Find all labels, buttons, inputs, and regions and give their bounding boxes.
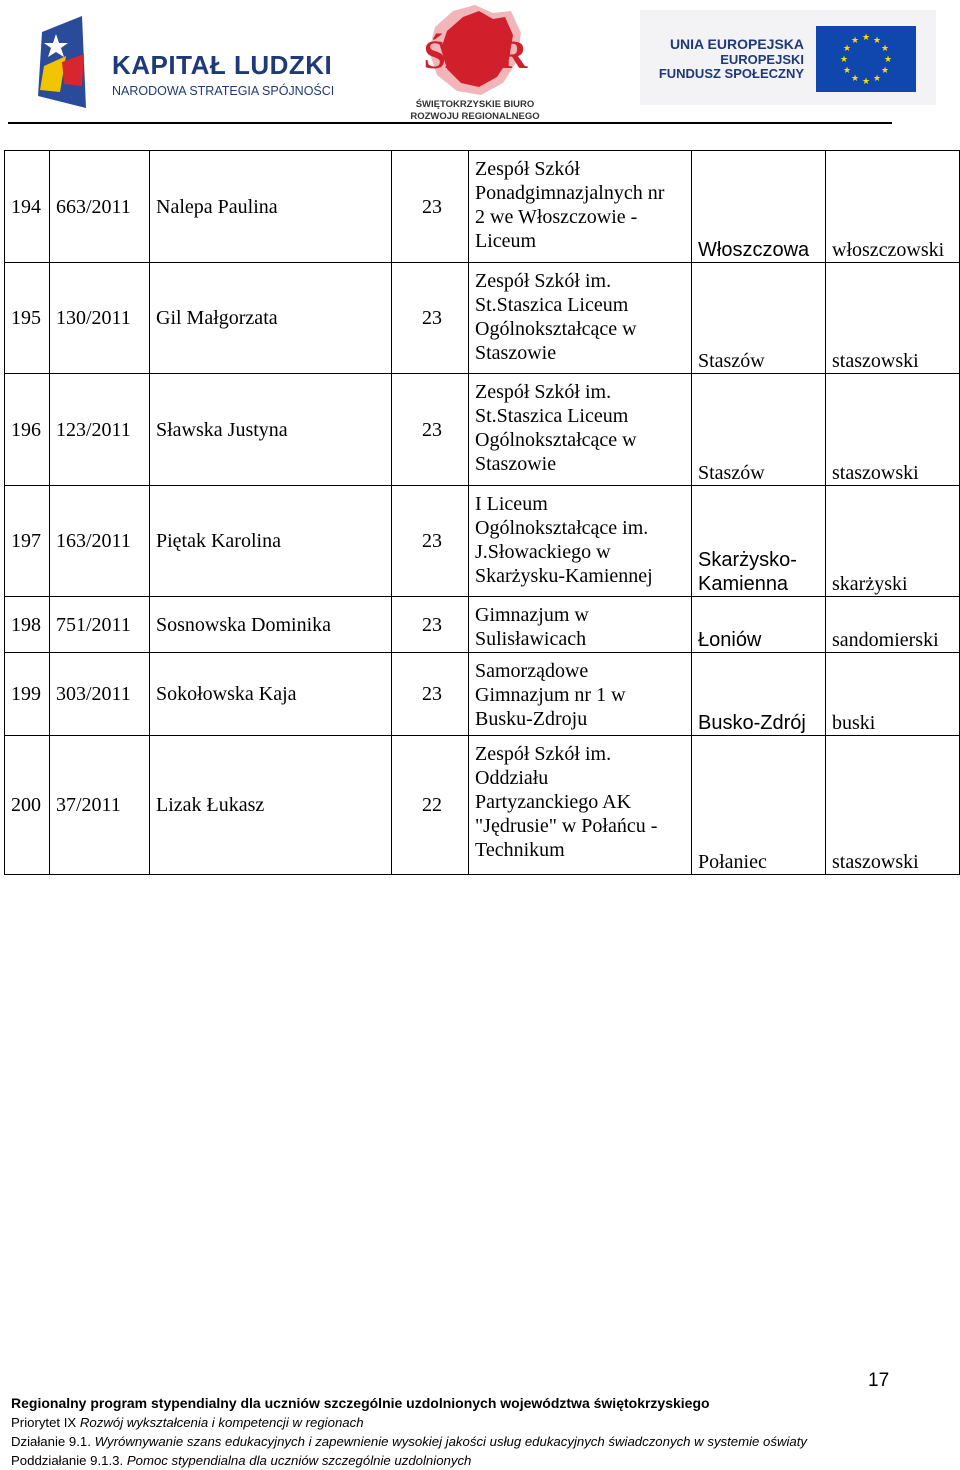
score: 23 [392, 263, 469, 374]
application-ref: 751/2011 [50, 597, 150, 653]
svg-text:★: ★ [842, 66, 852, 76]
sbrr-subtitle-2: ROZWOJU REGIONALNEGO [410, 111, 540, 122]
score: 22 [392, 736, 469, 875]
school-name [469, 653, 692, 736]
scholarship-table [4, 150, 960, 875]
application-ref: 37/2011 [50, 736, 150, 875]
county: buski [826, 653, 960, 736]
school-line: Gimnazjum w [475, 604, 589, 626]
city-line: Połaniec [698, 851, 767, 873]
eu-flag-icon [816, 26, 916, 92]
city-line: Łoniów [698, 629, 762, 651]
eu-line-3: FUNDUSZ SPOŁECZNY [658, 66, 804, 81]
city [692, 597, 826, 653]
svg-text:★: ★ [883, 55, 893, 65]
row-number: 196 [5, 374, 50, 486]
kapital-ludzki-subtitle: NARODOWA STRATEGIA SPÓJNOŚCI [112, 84, 335, 98]
county: staszowski [826, 374, 960, 486]
city-line: Busko-Zdrój [698, 712, 806, 734]
svg-text:★: ★ [839, 55, 849, 65]
page-header [0, 0, 960, 125]
student-name: Sosnowska Dominika [150, 597, 392, 653]
kapital-ludzki-logo [30, 12, 340, 112]
svg-text:★: ★ [880, 66, 890, 76]
table-row [5, 151, 960, 263]
svg-text:★: ★ [872, 36, 882, 46]
school-line: Skarżysku-Kamiennej [475, 565, 653, 587]
svg-text:★: ★ [872, 74, 882, 84]
svg-text:★: ★ [861, 33, 871, 43]
school-name [469, 151, 692, 263]
page-number: 17 [868, 1370, 890, 1391]
score: 23 [392, 151, 469, 263]
row-number: 199 [5, 653, 50, 736]
student-name: Sokołowska Kaja [150, 653, 392, 736]
row-number: 200 [5, 736, 50, 875]
svg-text:★: ★ [850, 74, 860, 84]
student-name: Sławska Justyna [150, 374, 392, 486]
city [692, 736, 826, 875]
footer-subaction-prefix: Poddziałanie 9.1.3. [11, 1453, 127, 1468]
school-line: Ogólnokształcące im. [475, 517, 649, 539]
school-line: Staszowie [475, 342, 557, 364]
student-name: Gil Małgorzata [150, 263, 392, 374]
city-line: Staszów [698, 462, 765, 484]
svg-text:★: ★ [842, 44, 852, 54]
school-line: I Liceum [475, 493, 548, 515]
table-row [5, 486, 960, 597]
school-line: Zespół Szkół [475, 158, 580, 180]
row-number: 194 [5, 151, 50, 263]
county: staszowski [826, 736, 960, 875]
table-row [5, 597, 960, 653]
county: włoszczowski [826, 151, 960, 263]
school-line: Zespół Szkół im. [475, 270, 612, 292]
school-line: Ogólnokształcące w [475, 429, 637, 451]
school-name [469, 736, 692, 875]
city [692, 151, 826, 263]
city [692, 653, 826, 736]
city-line: Staszów [698, 350, 765, 372]
eu-line-1: UNIA EUROPEJSKA [669, 36, 804, 52]
student-name: Piętak Karolina [150, 486, 392, 597]
footer-action-prefix: Działanie 9.1. [11, 1434, 95, 1449]
city [692, 486, 826, 597]
row-number: 197 [5, 486, 50, 597]
footer-priority [11, 1413, 807, 1432]
school-line: Samorządowe [475, 660, 589, 682]
footer-subaction-text: Pomoc stypendialna dla uczniów szczególnie uzdolnionych [126, 1453, 472, 1468]
svg-text:★: ★ [850, 36, 860, 46]
school-line: Partyzanckiego AK [475, 791, 632, 813]
sbrr-logo [405, 3, 545, 121]
footer-action-text: Wyrównywanie szans edukacyjnych i zapewnienie wysokiej jakości usług edukacyjnych świadczonych w systemie oświaty [94, 1434, 808, 1449]
footer-action [11, 1432, 807, 1451]
application-ref: 663/2011 [50, 151, 150, 263]
row-number: 198 [5, 597, 50, 653]
school-line: Liceum [475, 230, 537, 252]
school-line: Busku-Zdroju [475, 708, 588, 730]
kapital-ludzki-emblem-icon [30, 12, 100, 112]
eu-social-fund-logo [640, 10, 936, 105]
kapital-ludzki-title: KAPITAŁ LUDZKI [112, 50, 333, 80]
header-divider [8, 122, 892, 124]
school-line: Sulisławicach [475, 628, 587, 650]
table-body [5, 151, 960, 875]
school-line: "Jędrusie" w Połańcu - [475, 815, 658, 837]
footer-priority-prefix: Priorytet IX [11, 1415, 80, 1430]
school-line: Technikum [475, 839, 565, 861]
school-line: Oddziału [475, 767, 549, 789]
school-line: St.Staszica Liceum [475, 405, 629, 427]
sbrr-subtitle-1: ŚWIĘTOKRZYSKIE BIURO [415, 99, 535, 110]
score: 23 [392, 486, 469, 597]
county: skarżyski [826, 486, 960, 597]
application-ref: 303/2011 [50, 653, 150, 736]
school-line: Staszowie [475, 453, 557, 475]
table-row [5, 263, 960, 374]
city-line: Kamienna [698, 573, 789, 595]
footer-priority-text: Rozwój wykształcenia i kompetencji w regionach [79, 1415, 364, 1430]
eu-line-2: EUROPEJSKI [720, 52, 804, 67]
table-row [5, 374, 960, 486]
school-line: Gimnazjum nr 1 w [475, 684, 626, 706]
svg-text:★: ★ [880, 44, 890, 54]
county: sandomierski [826, 597, 960, 653]
city-line: Włoszczowa [698, 239, 810, 261]
score: 23 [392, 597, 469, 653]
footer-subaction [11, 1451, 807, 1470]
application-ref: 123/2011 [50, 374, 150, 486]
student-name: Nalepa Paulina [150, 151, 392, 263]
school-line: J.Słowackiego w [475, 541, 611, 563]
school-name [469, 597, 692, 653]
table-row [5, 653, 960, 736]
school-line: St.Staszica Liceum [475, 294, 629, 316]
city [692, 374, 826, 486]
application-ref: 163/2011 [50, 486, 150, 597]
school-line: Ponadgimnazjalnych nr [475, 182, 665, 204]
row-number: 195 [5, 263, 50, 374]
school-line: Ogólnokształcące w [475, 318, 637, 340]
school-name [469, 486, 692, 597]
application-ref: 130/2011 [50, 263, 150, 374]
student-name: Lizak Łukasz [150, 736, 392, 875]
school-line: Zespół Szkół im. [475, 743, 612, 765]
school-name [469, 374, 692, 486]
city-line: Skarżysko- [698, 549, 797, 571]
sbrr-acronym: ŚBRR [423, 32, 527, 77]
city [692, 263, 826, 374]
score: 23 [392, 374, 469, 486]
svg-text:★: ★ [861, 77, 871, 87]
table-row [5, 736, 960, 875]
page-footer [11, 1394, 807, 1470]
county: staszowski [826, 263, 960, 374]
school-name [469, 263, 692, 374]
school-line: Zespół Szkół im. [475, 381, 612, 403]
footer-program: Regionalny program stypendialny dla uczniów szczególnie uzdolnionych województwa świętokrzyskiego [11, 1395, 710, 1411]
school-line: 2 we Włoszczowie - [475, 206, 638, 228]
score: 23 [392, 653, 469, 736]
